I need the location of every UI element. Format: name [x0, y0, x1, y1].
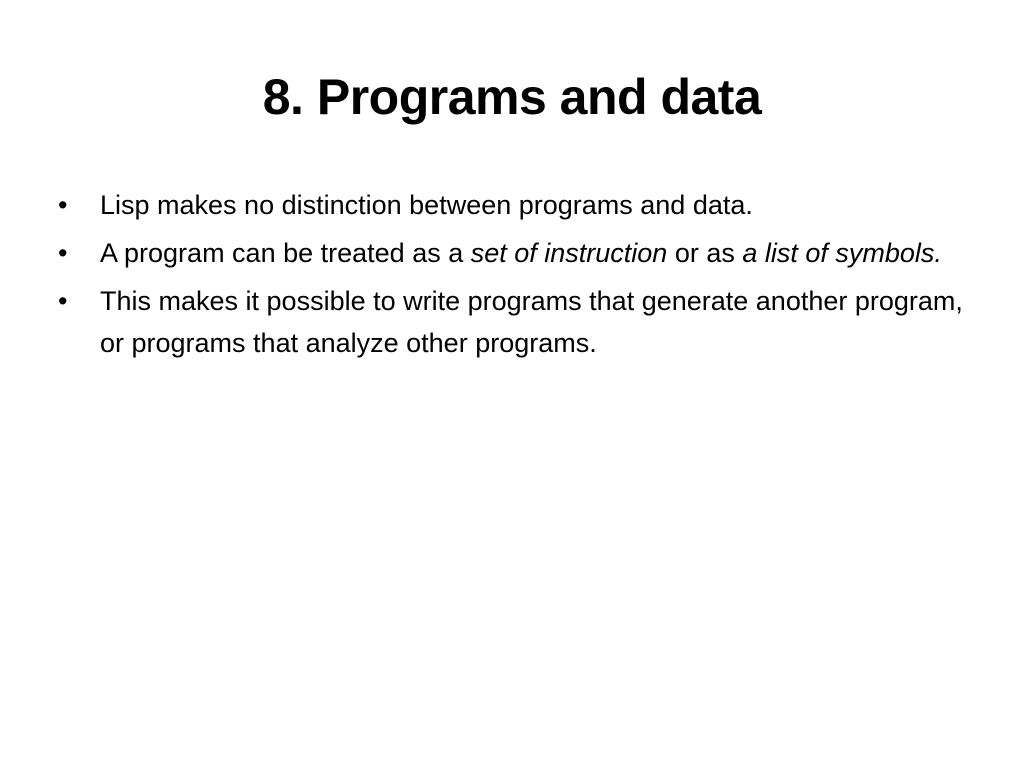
bullet-text-italic: a list of symbols.: [742, 238, 942, 268]
bullet-text: [100, 286, 963, 358]
bullet-list: [58, 184, 963, 370]
bullet-item: [58, 184, 963, 226]
bullet-item: [58, 232, 963, 274]
bullet-text: [100, 238, 942, 268]
bullet-icon: •: [58, 286, 68, 316]
bullet-icon: •: [58, 238, 68, 268]
slide-title: 8. Programs and data: [262, 69, 762, 125]
bullet-text-segment: A program can be treated as a: [100, 238, 471, 268]
bullet-item: [58, 280, 963, 364]
bullet-text-segment: Lisp makes no distinction between programs and data.: [100, 190, 753, 220]
bullet-text-segment: This makes it possible to write programs that generate another program, or programs that analyze other programs.: [100, 286, 963, 358]
bullet-text: [100, 190, 753, 220]
bullet-icon: •: [58, 190, 68, 220]
bullet-text-italic: set of instruction: [470, 238, 668, 268]
bullet-text-segment: or as: [667, 238, 743, 268]
